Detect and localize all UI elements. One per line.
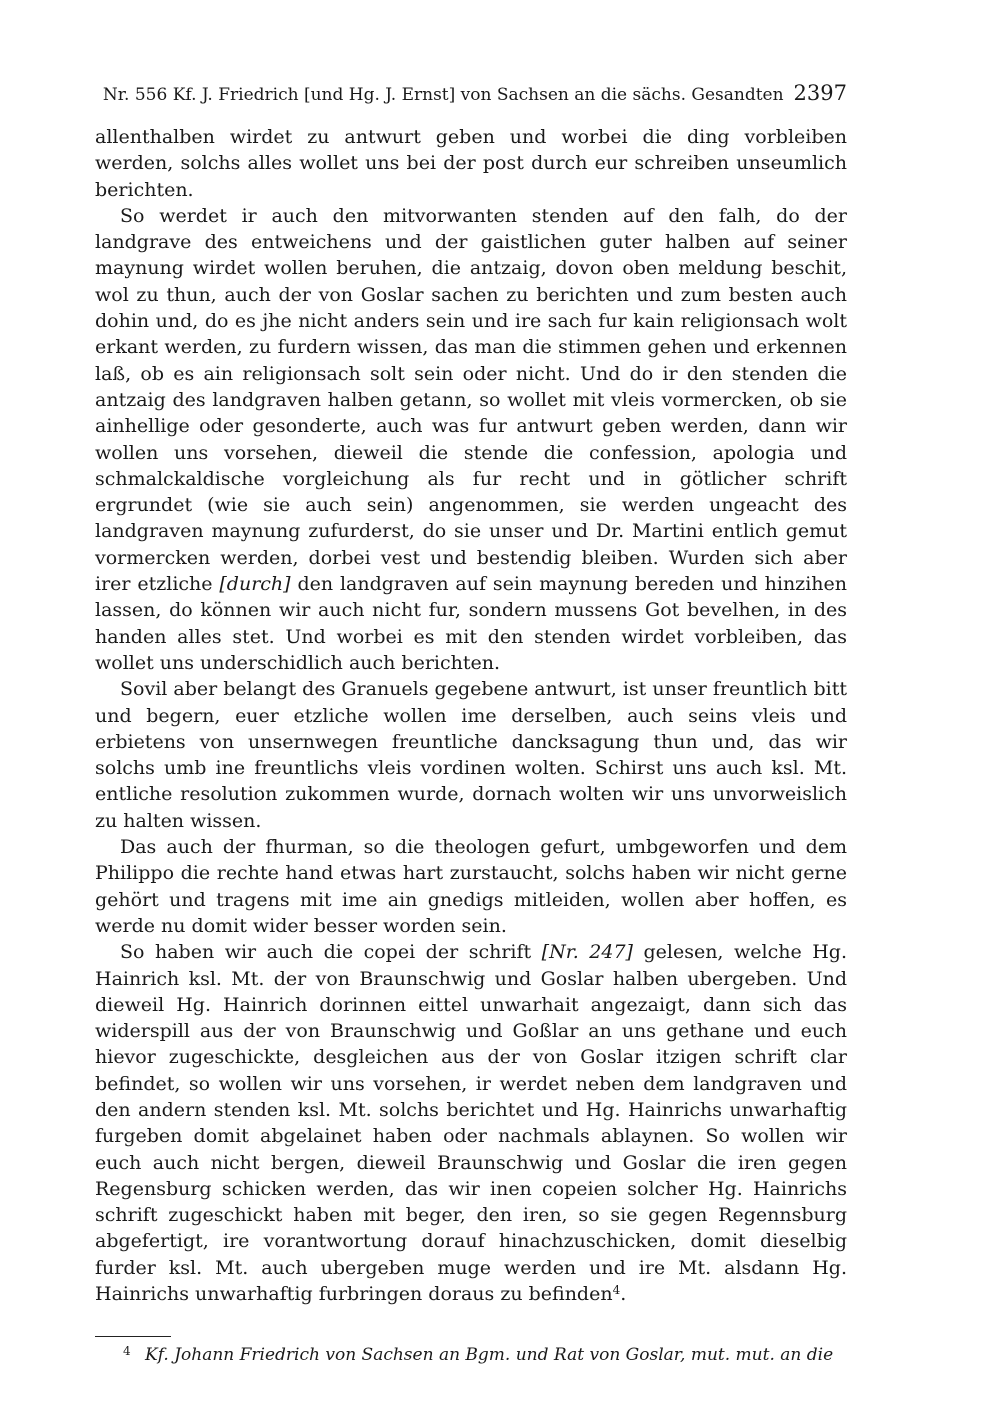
footnote bbox=[95, 1343, 847, 1367]
text-run: Das auch der fhurman, so die theologen gefurt, umbgeworfen und dem Philippo die rechte hand etwas hart zurstaucht, solchs haben wir nicht gerne gehört und tragens mit ime ain gnedigs mitleiden, wollen aber hoffen, es werde nu domit wider besser worden sein. bbox=[95, 836, 847, 937]
page-number: 2397 bbox=[793, 81, 847, 105]
paragraph bbox=[95, 939, 847, 1307]
text-run: den landgraven auf sein maynung bereden und hinzihen lassen, do können wir auch nicht fur, sondern mussens Got bevelhen, in des handen alles stet. Und worbei es mit den stenden wirdet vorbleiben, das wollet uns underschidlich auch berichten. bbox=[95, 573, 847, 674]
footnote-rule bbox=[95, 1336, 171, 1337]
paragraph bbox=[95, 676, 847, 834]
paragraph bbox=[95, 834, 847, 939]
text-run: Sovil aber belangt des Granuels gegebene antwurt, ist unser freuntlich bitt und begern, euer etzliche wollen ime derselben, auch seins vleis und erbietens von unsernwegen freuntliche dancksagung thun und, das wir solchs umb ine freuntlichs vleis vordinen wolten. Schirst uns auch ksl. Mt. entliche resolution zukommen wurde, dornach wolten wir uns unvorweislich zu halten wissen. bbox=[95, 678, 847, 832]
editorial-insertion: [durch] bbox=[219, 573, 291, 596]
footnote-text: Kf. Johann Friedrich von Sachsen an Bgm. und Rat von Goslar, mut. mut. an die bbox=[145, 1345, 834, 1366]
text-run: allenthalben wirdet zu antwurt geben und worbei die ding vorbleiben werden, solchs alles wollet uns bei der post durch eur schreiben unseumlich berichten. bbox=[95, 126, 847, 201]
text-run: . bbox=[620, 1283, 627, 1306]
text-run: gelesen, welche Hg. Hainrich ksl. Mt. der von Braunschwig und Goslar halben ubergeben. Und dieweil Hg. Hainrich dorinnen eittel unwarhait angezaigt, dann sich das widerspill aus der von Braunschwig und Goßlar an uns gethane und euch hievor zugeschickte, desgleichen aus der von Goslar itzigen schrift clar befindet, so wollen wir uns vorsehen, ir werdet neben dem landgraven und den andern stenden ksl. Mt. solchs berichtet und Hg. Hainrichs unwarhaftig furgeben domit abgelainet haben oder nachmals ablaynen. So wollen wir euch auch nicht bergen, dieweil Braunschwig und Goslar die iren gegen Regensburg schicken werden, das wir inen copeien solcher Hg. Hainrichs schrift zugeschickt haben mit beger, den iren, so sie gegen Regennsburg abgefertigt, ire vorantwortung dorauf hinachzuschicken, domit dieselbig furder ksl. Mt. auch ubergeben muge werden und ire Mt. alsdann Hg. Hainrichs unwarhaftig furbringen doraus zu befinden bbox=[95, 941, 847, 1306]
editorial-insertion: [Nr. 247] bbox=[541, 941, 633, 964]
document-page bbox=[95, 76, 847, 1367]
running-head bbox=[95, 76, 847, 110]
text-run: So werdet ir auch den mitvorwanten stenden auf den falh, do der landgrave des entweichens und der gaistlichen guter halben auf seiner maynung wirdet wollen beruhen, die antzaig, dovon oben meldung beschit, wol zu thun, auch der von Goslar sachen zu berichten und zum besten auch dohin und, do es jhe nicht anders sein und ire sach fur kain religionsach wolt erkant werden, zu furdern wissen, das man die stimmen gehen und erkennen laß, ob es ain religionsach solt sein oder nicht. Und do ir den stenden die antzaig des landgraven halben getann, so wollet mit vleis vormercken, ob sie ainhellige oder gesonderte, auch was fur antwurt geben werden, dann wir wollen uns vorsehen, dieweil die stende die confession, apologia und schmalckaldische vorgleichung als fur recht und in götlicher schrift ergrundet (wie sie auch sein) angenommen, sie werden ungeacht des landgraven maynung zufurderst, do sie unser und Dr. Martini entlich gemut vormercken werden, dorbei vest und bestendig bleiben. Wurden sich aber irer etzliche bbox=[95, 204, 847, 596]
body-text bbox=[95, 124, 847, 1307]
text-run: So haben wir auch die copei der schrift bbox=[120, 941, 542, 964]
paragraph bbox=[95, 124, 847, 203]
paragraph bbox=[95, 203, 847, 676]
footnote-reference: 4 bbox=[612, 1283, 621, 1298]
running-head-title: Nr. 556 Kf. J. Friedrich [und Hg. J. Ernst] von Sachsen an die sächs. Gesandten bbox=[102, 85, 784, 105]
footnote-mark: 4 bbox=[123, 1344, 131, 1359]
